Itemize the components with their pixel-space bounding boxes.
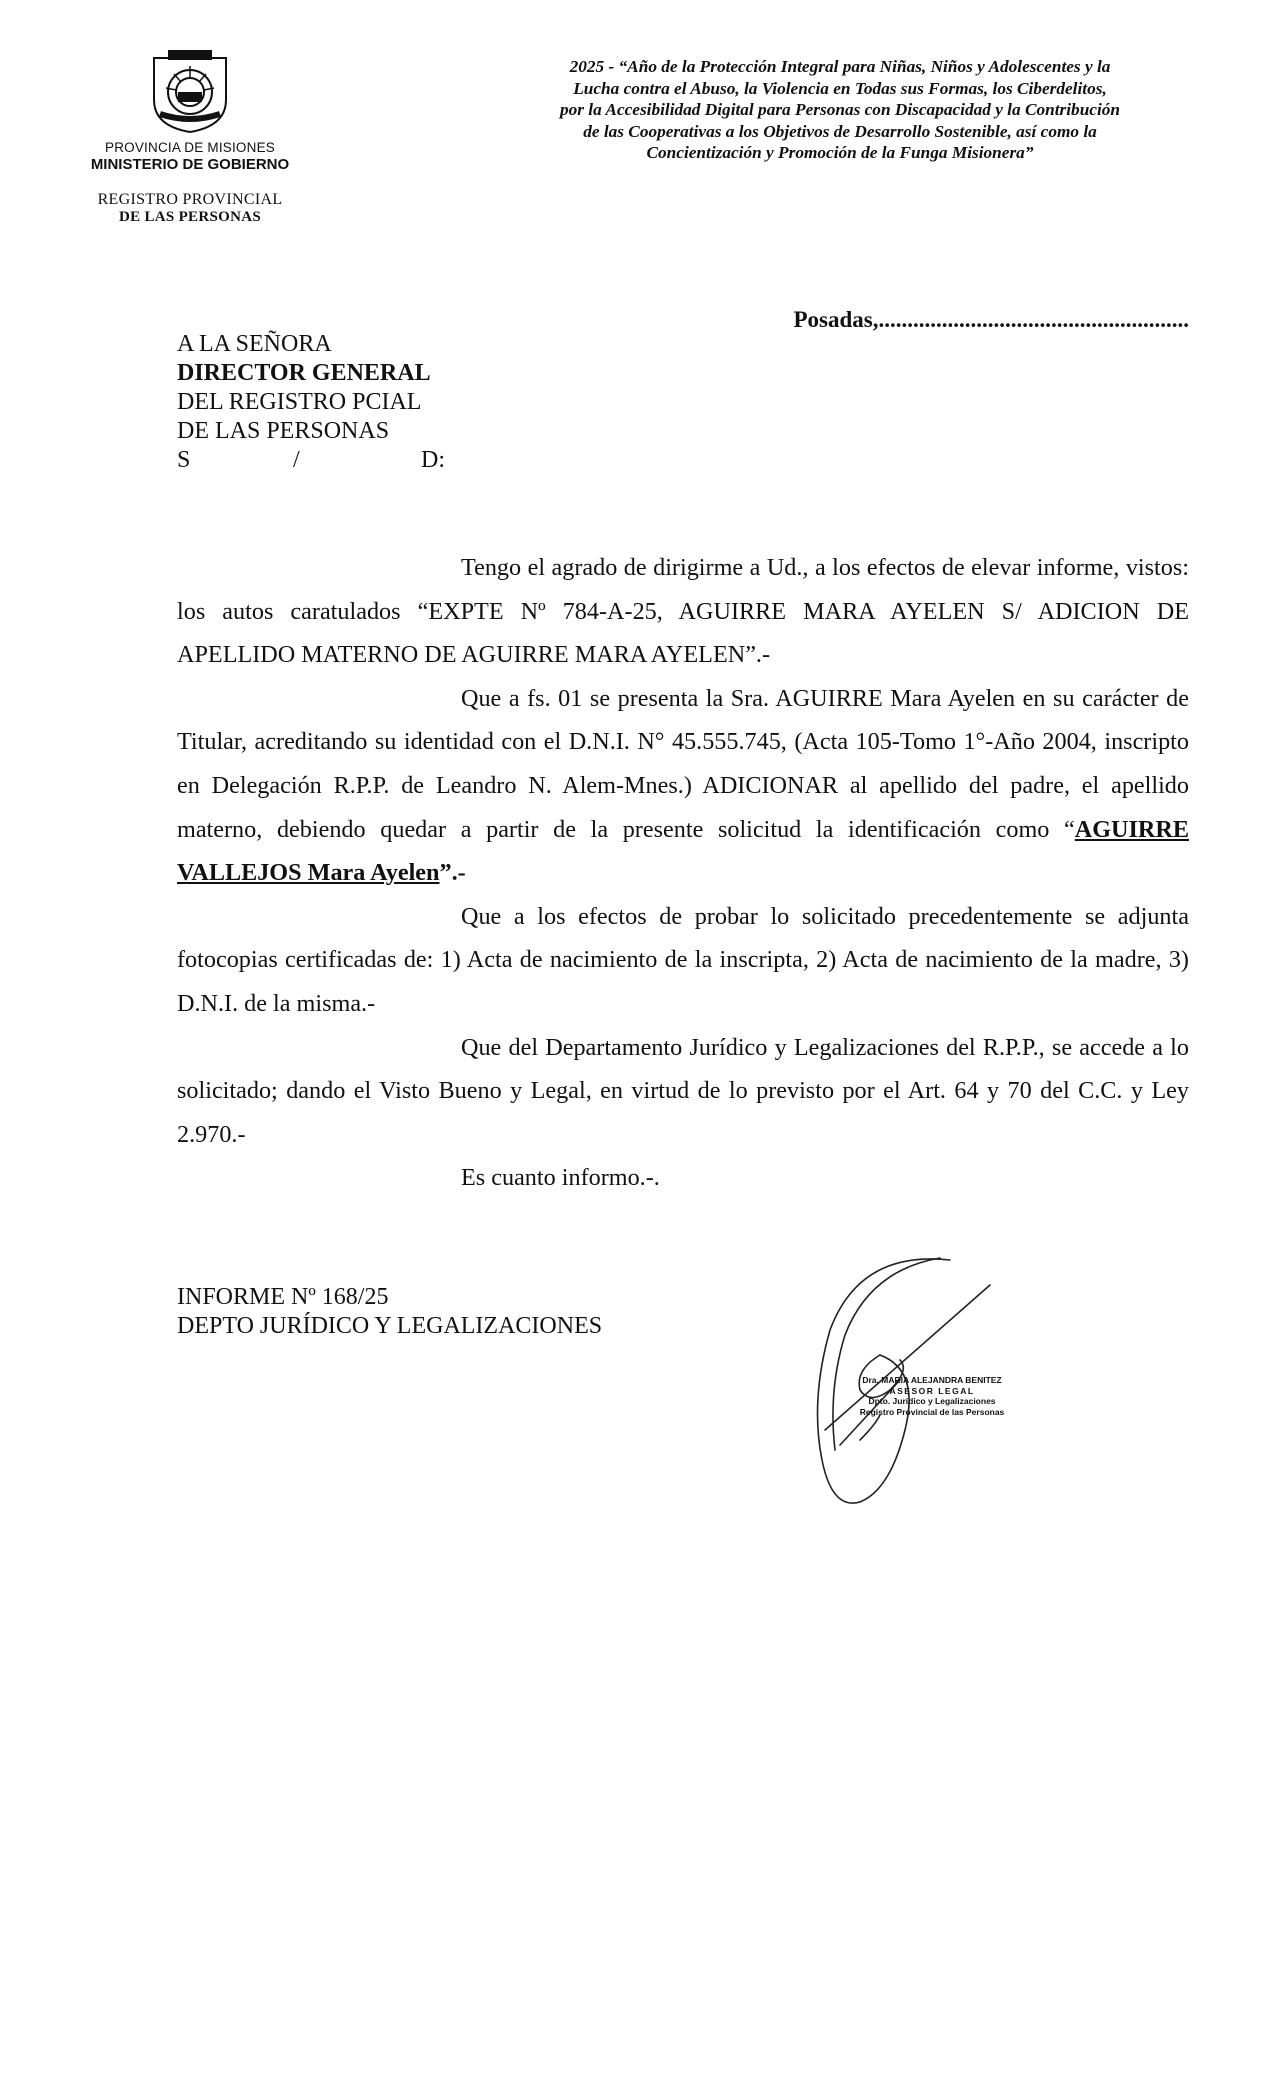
addressee-line: DEL REGISTRO PCIAL <box>177 389 422 415</box>
sd-s: S <box>177 447 191 473</box>
motto-line: 2025 - “Año de la Protección Integral para Niñas, Niños y Adolescentes y la <box>569 57 1111 76</box>
motto-line: Lucha contra el Abuso, la Violencia en Todas sus Formas, los Ciberdelitos, <box>573 78 1107 98</box>
registry-name-line1: REGISTRO PROVINCIAL <box>97 191 283 208</box>
report-department: DEPTO JURÍDICO Y LEGALIZACIONES <box>177 1313 603 1339</box>
body-paragraph-1: Tengo el agrado de dirigirme a Ud., a los efectos de elevar informe, vistos: los autos caratulados “EXPTE Nº 784-A-25, AGUIRRE MARA AYELEN S/ ADICION DE APELLIDO MATERNO DE AGUIRRE MARA AYELEN”.- <box>177 554 1189 669</box>
signature-stamp <box>852 1375 1012 1417</box>
report-number: INFORME Nº 168/25 <box>177 1284 389 1310</box>
addressee-title: DIRECTOR GENERAL <box>177 360 431 386</box>
body-paragraph-2 <box>177 677 1189 895</box>
letterhead-logo-block <box>60 48 320 226</box>
document-body <box>177 546 1189 1200</box>
new-identification-name: AGUIRRE VALLEJOS Mara Ayelen <box>177 815 1189 887</box>
motto-line: Concientización y Promoción de la Funga Misionera” <box>646 143 1034 162</box>
sd-d: D: <box>421 447 445 473</box>
sd-line <box>177 446 445 475</box>
header-motto <box>470 56 1210 164</box>
province-name: PROVINCIA DE MISIONES <box>105 140 275 155</box>
ministry-name: MINISTERIO DE GOBIERNO <box>90 156 290 173</box>
stamp-registry: Registro Provincial de las Personas <box>859 1406 1005 1417</box>
stamp-role: ASESOR LEGAL <box>889 1385 975 1396</box>
provincial-seal-icon <box>144 48 236 134</box>
paragraph-2-text: Que a fs. 01 se presenta la Sra. AGUIRRE Mara Ayelen en su carácter de Titular, acreditando su identidad con el D.N.I. N° 45.555.745, (Acta 105-Tomo 1°-Año 2004, inscripto en Delegación R.P.P. de Leandro N. Alem-Mnes.) ADICIONAR al apellido del padre, el apellido materno, debiendo quedar a partir de la presente solicitud la identificación como “ <box>177 684 1189 843</box>
registry-name-line2: DE LAS PERSONAS <box>118 209 262 225</box>
addressee-line: DE LAS PERSONAS <box>177 418 390 444</box>
paragraph-2-ending: ”.- <box>439 859 466 887</box>
addressee-block <box>177 330 445 475</box>
place-date-line: Posadas,...................................................... <box>793 307 1189 332</box>
stamp-name: Dra. MARIA ALEJANDRA BENITEZ <box>862 1375 1002 1385</box>
motto-line: de las Cooperativas a los Objetivos de Desarrollo Sostenible, así como la <box>583 121 1097 141</box>
sd-slash: / <box>293 447 300 473</box>
report-reference <box>177 1283 602 1341</box>
body-paragraph-4: Que del Departamento Jurídico y Legalizaciones del R.P.P., se accede a lo solicitado; dando el Visto Bueno y Legal, en virtud de lo previsto por el Art. 64 y 70 del C.C. y Ley 2.970.- <box>177 1033 1189 1148</box>
motto-line: por la Accesibilidad Digital para Personas con Discapacidad y la Contribución <box>559 100 1121 119</box>
body-paragraph-3: Que a los efectos de probar lo solicitado precedentemente se adjunta fotocopias certificadas de: 1) Acta de nacimiento de la inscripta, 2) Acta de nacimiento de la madre, 3) D.N.I. de la misma.- <box>177 902 1189 1017</box>
stamp-department: Dpto. Jurídico y Legalizaciones <box>868 1396 996 1406</box>
addressee-salutation: A LA SEÑORA <box>177 331 332 357</box>
body-paragraph-5: Es cuanto informo.-. <box>461 1164 660 1192</box>
